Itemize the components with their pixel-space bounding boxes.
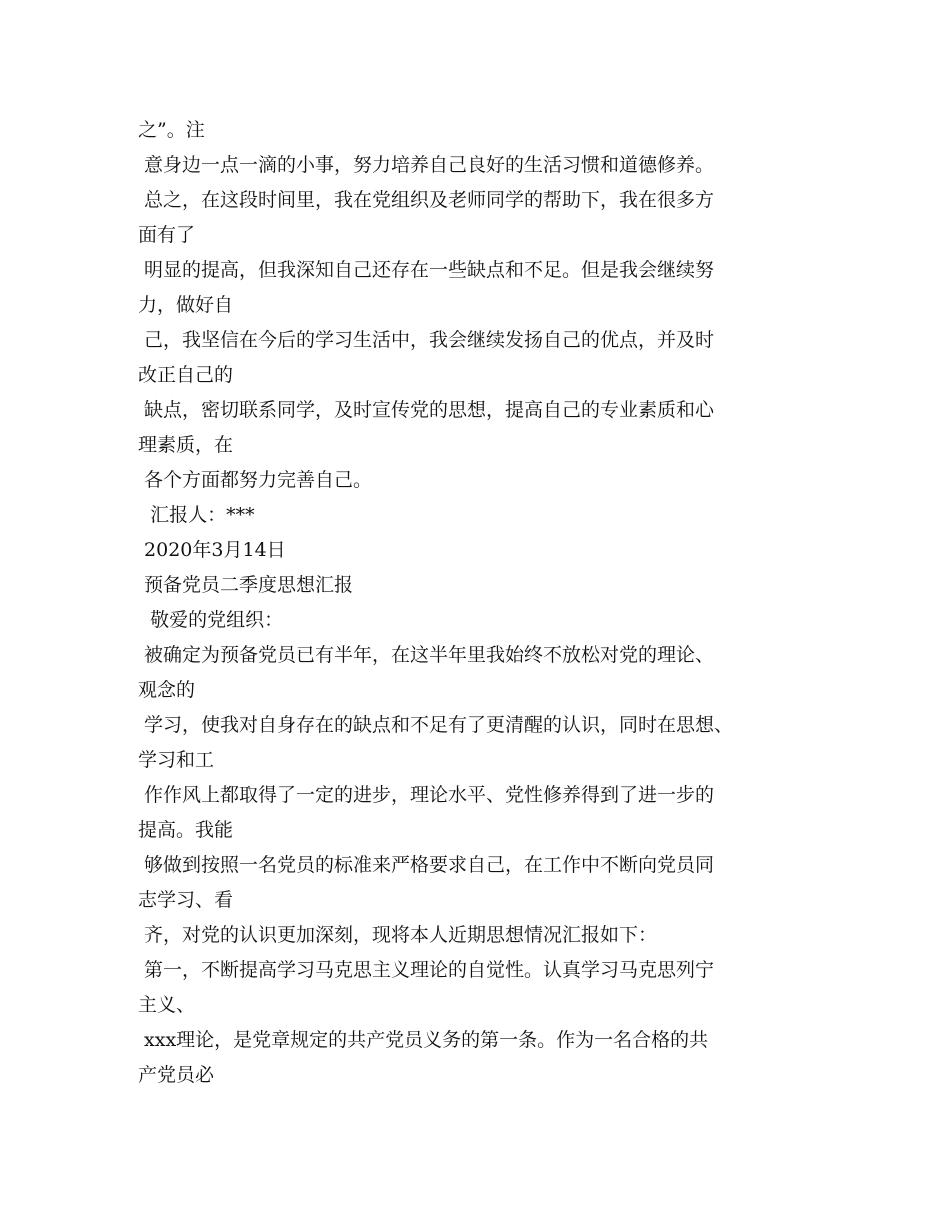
salutation: 敬爱的党组织： bbox=[138, 609, 284, 631]
text-line: 改正自己的 bbox=[138, 364, 234, 386]
section-title: 预备党员二季度思想汇报 bbox=[138, 574, 354, 596]
text-line: 提高。我能 bbox=[138, 819, 234, 841]
text-line: 各个方面都努力完善自己。 bbox=[138, 469, 373, 491]
text-line: 齐，对党的认识更加深刻，现将本人近期思想情况汇报如下： bbox=[138, 924, 658, 946]
text-line: 被确定为预备党员已有半年，在这半年里我始终不放松对党的理论、 bbox=[138, 644, 715, 666]
text-line: 总之，在这段时间里，我在党组织及老师同学的帮助下，我在很多方 bbox=[138, 189, 715, 211]
text-line: 学习和工 bbox=[138, 749, 215, 771]
text-line: 己，我坚信在今后的学习生活中，我会继续发扬自己的优点，并及时 bbox=[138, 329, 715, 351]
text-line: 意身边一点一滴的小事，努力培养自己良好的生活习惯和道德修养。 bbox=[138, 154, 715, 176]
text-line: 缺点，密切联系同学，及时宣传党的思想，提高自己的专业素质和心 bbox=[138, 399, 715, 421]
text-line: 观念的 bbox=[138, 679, 196, 701]
signature-line: 汇报人：*** bbox=[138, 504, 255, 526]
document-body bbox=[138, 113, 838, 1093]
text-line: 学习，使我对自身存在的缺点和不足有了更清醒的认识，同时在思想、 bbox=[138, 714, 734, 736]
text-line: 面有了 bbox=[138, 224, 196, 246]
text-line: 作作风上都取得了一定的进步，理论水平、党性修养得到了进一步的 bbox=[138, 784, 715, 806]
text-line: 第一，不断提高学习马克思主义理论的自觉性。认真学习马克思列宁 bbox=[138, 959, 715, 981]
text-line: 力，做好自 bbox=[138, 294, 234, 316]
date-line: 2020年3月14日 bbox=[138, 539, 286, 561]
text-line: 够做到按照一名党员的标准来严格要求自己，在工作中不断向党员同 bbox=[138, 854, 715, 876]
text-line: 理素质，在 bbox=[138, 434, 234, 456]
text-line: 之”。注 bbox=[138, 119, 205, 141]
text-line: xxx理论，是党章规定的共产党员义务的第一条。作为一名合格的共 bbox=[138, 1029, 709, 1051]
text-line: 主义、 bbox=[138, 994, 196, 1016]
text-line: 明显的提高，但我深知自己还存在一些缺点和不足。但是我会继续努 bbox=[138, 259, 715, 281]
text-line: 产党员必 bbox=[138, 1064, 215, 1086]
text-line: 志学习、看 bbox=[138, 889, 234, 911]
